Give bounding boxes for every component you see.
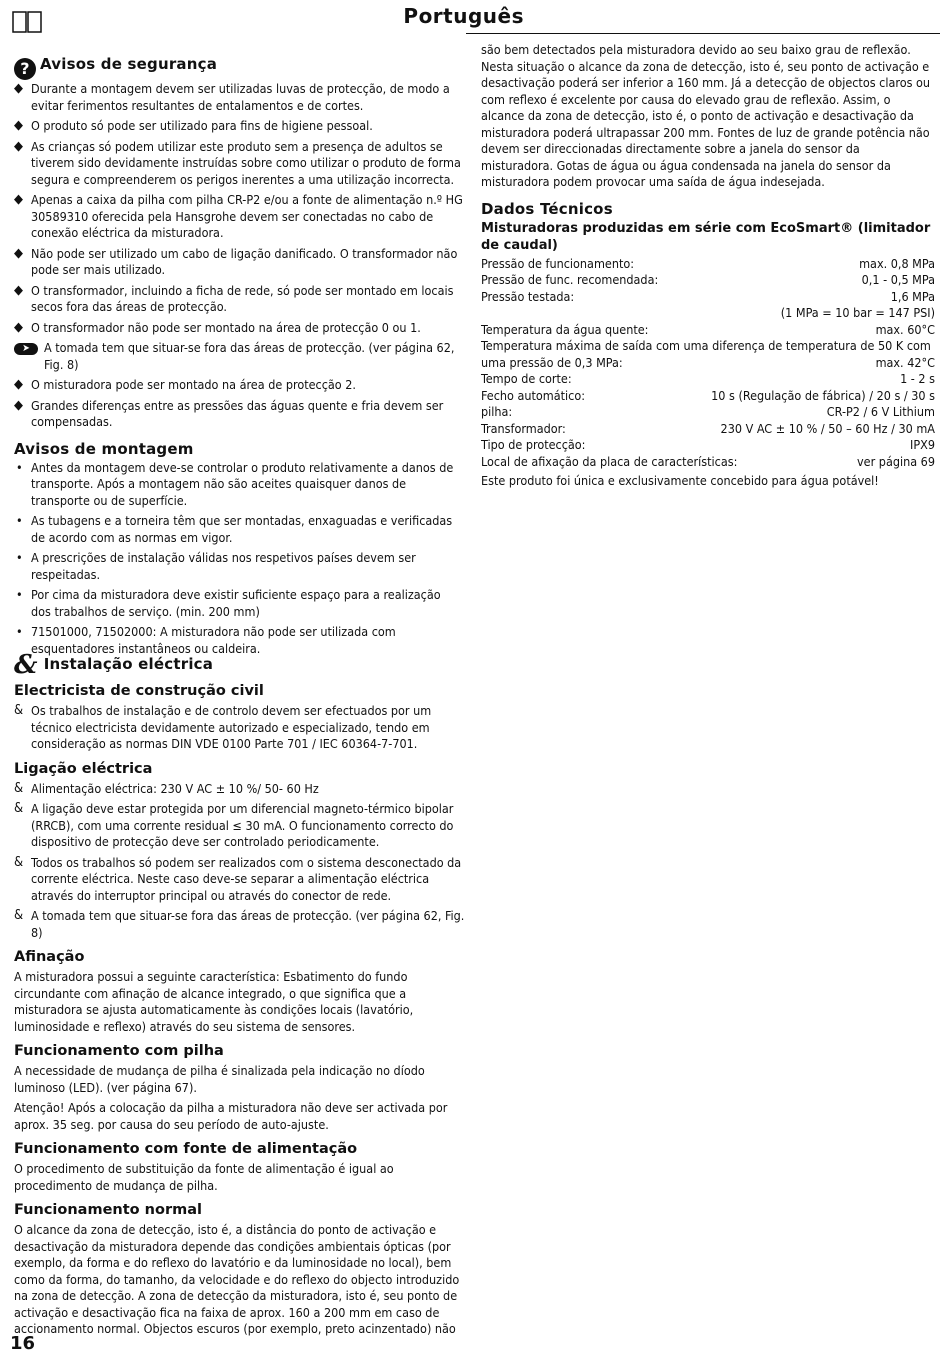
spec-row: uma pressão de 0,3 MPa: max. 42°C bbox=[481, 354, 935, 370]
warning-bullet-icon: ◆ bbox=[14, 319, 23, 335]
assembly-item: • A prescrições de instalação válidas nos respetivos países devem ser respeitadas. bbox=[14, 550, 464, 583]
pressure-note: (1 MPa = 10 bar = 147 PSI) bbox=[780, 305, 935, 320]
tuning-heading: Afinação bbox=[14, 949, 85, 965]
electrician-heading: Electricista de construção civil bbox=[14, 683, 264, 699]
electrical-bullet-icon: & bbox=[14, 908, 24, 923]
spec-row: Pressão de func. recomendada: 0,1 - 0,5 MPa bbox=[481, 272, 935, 287]
assembly-item: • 71501000, 71502000: A misturadora não pode ser utilizada com esquentadores instantâneos ou caldeira. bbox=[14, 624, 464, 657]
electrical-bullet-icon: & bbox=[14, 801, 24, 816]
connection-item: & Alimentação eléctrica: 230 V AC ± 10 %/ 50- 60 Hz bbox=[14, 780, 319, 796]
spec-row: Transformador: 230 V AC ± 10 % / 50 – 60 Hz / 30 mA bbox=[481, 420, 935, 436]
spec-row: Fecho automático: 10 s (Regulação de fábrica) / 20 s / 30 s bbox=[481, 387, 935, 403]
warning-bullet-icon: ◆ bbox=[14, 397, 23, 413]
header-rule bbox=[466, 33, 940, 34]
spec-row: Temperatura da água quente: max. 60°C bbox=[481, 321, 935, 337]
normal-operation-heading: Funcionamento normal bbox=[14, 1202, 202, 1218]
safety-item: ◆ Não pode ser utilizado um cabo de ligação danificado. O transformador não pode ser mais utilizado. bbox=[14, 245, 458, 277]
safety-item: ◆ O transformador não pode ser montado na área de protecção 0 ou 1. bbox=[14, 319, 421, 335]
safety-item: ◆ O misturadora pode ser montado na área de protecção 2. bbox=[14, 377, 356, 392]
specs-table bbox=[481, 256, 935, 471]
safety-item: ◆ As crianças só podem utilizar este produto sem a presença de adultos se tiverem sido devidamente instruídas sobre como utilizar o produto de forma segura e compreenderem os perigos inerentes a uma utilização incorrecta. bbox=[14, 138, 461, 187]
electrical-bullet-icon: & bbox=[14, 703, 24, 718]
spec-row: Tipo de protecção: IPX9 bbox=[481, 437, 935, 452]
assembly-list bbox=[14, 460, 464, 658]
connection-heading: Ligação eléctrica bbox=[14, 760, 153, 777]
book-icon bbox=[12, 10, 42, 34]
warning-bullet-icon: ◆ bbox=[14, 118, 23, 133]
electrical-bullet-icon: & bbox=[14, 780, 24, 796]
warning-icon: ? bbox=[14, 58, 36, 80]
spec-row: pilha: CR-P2 / 6 V Lithium bbox=[481, 404, 935, 419]
safety-list bbox=[14, 81, 464, 431]
plug-arrow-icon: ➤ bbox=[14, 340, 38, 357]
safety-item: ◆ O produto só pode ser utilizado para fins de higiene pessoal. bbox=[14, 118, 373, 133]
assembly-item: • As tubagens e a torneira têm que ser montadas, enxaguadas e verificadas de acordo com as normas em vigor. bbox=[14, 513, 464, 546]
assembly-item: • Antes da montagem deve-se controlar o produto relativamente a danos de transporte. Após a montagem não são aceites quaisquer danos de transporte ou de superfície. bbox=[14, 460, 464, 510]
safety-item: ◆ Durante a montagem devem ser utilizadas luvas de protecção, de modo a evitar ferimentos resultantes de entalamentos e de cortes. bbox=[14, 81, 450, 113]
spec-row: Pressão testada: 1,6 MPa bbox=[481, 288, 935, 304]
electrical-bullet-icon: & bbox=[14, 854, 24, 870]
power-supply-text: O procedimento de substituição da fonte de alimentação é igual ao procedimento de mudança de pilha. bbox=[14, 1161, 394, 1193]
warning-bullet-icon: ◆ bbox=[14, 377, 23, 392]
warning-bullet-icon: ◆ bbox=[14, 81, 23, 96]
warning-bullet-icon: ◆ bbox=[14, 282, 23, 298]
safety-item: ◆ Grandes diferenças entre as pressões das águas quente e fria devem ser compensadas. bbox=[14, 397, 444, 429]
drinking-water-note: Este produto foi única e exclusivamente concebido para água potável! bbox=[481, 473, 879, 488]
spec-row: Tempo de corte: 1 - 2 s bbox=[481, 371, 935, 386]
battery-attention-text: Atenção! Após a colocação da pilha a misturadora não deve ser activada por aprox. 35 seg. por causa do seu período de auto-ajuste. bbox=[14, 1100, 448, 1132]
assembly-heading: Avisos de montagem bbox=[14, 439, 194, 458]
warning-bullet-icon: ◆ bbox=[14, 138, 23, 154]
warning-bullet-icon: ◆ bbox=[14, 192, 23, 207]
spec-row: Local de afixação da placa de características: ver página 69 bbox=[481, 453, 935, 469]
safety-item: ➤ A tomada tem que situar-se fora das áreas de protecção. (ver página 62, Fig. 8) bbox=[14, 340, 464, 373]
tuning-text: A misturadora possui a seguinte característica: Esbatimento do fundo circundante com afinação de alcance integrado, o que significa que a misturadora se ajusta automaticamente às condições locais (lavatório, luminosidade e reflexo) através do seu sistema de sensores. bbox=[14, 969, 414, 1034]
page-language-title: Português bbox=[403, 4, 524, 28]
battery-heading: Funcionamento com pilha bbox=[14, 1043, 224, 1059]
battery-text: A necessidade de mudança de pilha é sinalizada pela indicação no díodo luminoso (LED). (ver página 67). bbox=[14, 1063, 425, 1095]
safety-item: ◆ Apenas a caixa da pilha com pilha CR-P2 e/ou a fonte de alimentação n.º HG 30589310 oferecida pela Hansgrohe devem ser conectadas no cabo de conexão eléctrica da misturadora. bbox=[14, 192, 463, 240]
page-number: 16 bbox=[10, 1333, 36, 1354]
electrical-heading: & Instalação eléctrica bbox=[14, 650, 214, 680]
safety-heading: ? Avisos de segurança bbox=[14, 54, 464, 80]
electrical-symbol-icon: & bbox=[14, 650, 38, 680]
electrician-item: & Os trabalhos de instalação e de controlo devem ser efectuados por um técnico electricista devidamente autorizado e especializado, tendo em consideração as normas DIN VDE 0100 Parte 701 / IEC 60364-7-701. bbox=[14, 703, 432, 751]
spec-row: Pressão de funcionamento: max. 0,8 MPa bbox=[481, 255, 935, 271]
left-column-top bbox=[14, 52, 464, 661]
assembly-item: • Por cima da misturadora deve existir suficiente espaço para a realização dos trabalhos de serviço. (min. 200 mm) bbox=[14, 587, 464, 620]
tech-data-heading: Dados Técnicos bbox=[481, 199, 613, 218]
connection-item: & Todos os trabalhos só podem ser realizados com o sistema desconectado da corrente eléctrica. Neste caso deve-se separar a alimentação eléctrica através do interruptor principal ou através do conector de rede. bbox=[14, 854, 462, 903]
safety-item: ◆ O transformador, incluindo a ficha de rede, só pode ser montado em locais secos fora das áreas de protecção. bbox=[14, 282, 454, 314]
normal-operation-text: O alcance da zona de detecção, isto é, a distância do ponto de activação e desactivação da misturadora depende das condições ambientais ópticas (por exemplo, da forma e do reflexo do lavatório e da luminosidade no local), bem como da forma, do tamanho, da velocidade e do reflexo do objecto introduzido na zona de detecção. A zona de detecção da misturadora, isto é, seu ponto de activação e desactivação fica na faixa de aprox. 160 a 200 mm em caso de accionamento normal. Objectos escuros (por exemplo, preto acinzentado) não bbox=[14, 1222, 460, 1336]
power-supply-heading: Funcionamento com fonte de alimentação bbox=[14, 1141, 358, 1157]
warning-bullet-icon: ◆ bbox=[14, 245, 23, 261]
left-column-bottom bbox=[14, 652, 466, 1342]
tech-data-subtitle: Misturadoras produzidas em série com EcoSmart® (limitador de caudal) bbox=[481, 220, 931, 253]
connection-item: & A tomada tem que situar-se fora das áreas de protecção. (ver página 62, Fig. 8) bbox=[14, 908, 465, 940]
right-column bbox=[481, 42, 935, 494]
temp-max-text: Temperatura máxima de saída com uma diferença de temperatura de 50 K com bbox=[481, 338, 931, 353]
connection-item: & A ligação deve estar protegida por um diferencial magneto-térmico bipolar (RRCB), com uma corrente residual ≤ 30 mA. O funcionamento correcto do dispositivo de protecção deve ser controlado periodicamente. bbox=[14, 801, 454, 849]
detection-intro-text: são bem detectados pela misturadora devido ao seu baixo grau de reflexão. Nesta situação o alcance da zona de detecção, isto é, seu ponto de activação e desactivação poderá ser inferior a 160 mm. Já a detecção de objectos claros ou com reflexo é excelente por causa do elevado grau de reflexão. Assim, o alcance da zona de detecção, isto é, o ponto de activação e desactivação da misturadora poderá ultrapassar 200 mm. Fontes de luz de grande potência não devem ser direccionadas directamente sobre a janela do sensor da misturadora. Gotas de água ou água condensada na janela do sensor da misturadora podem provocar uma saída de água indesejada. bbox=[481, 42, 931, 189]
